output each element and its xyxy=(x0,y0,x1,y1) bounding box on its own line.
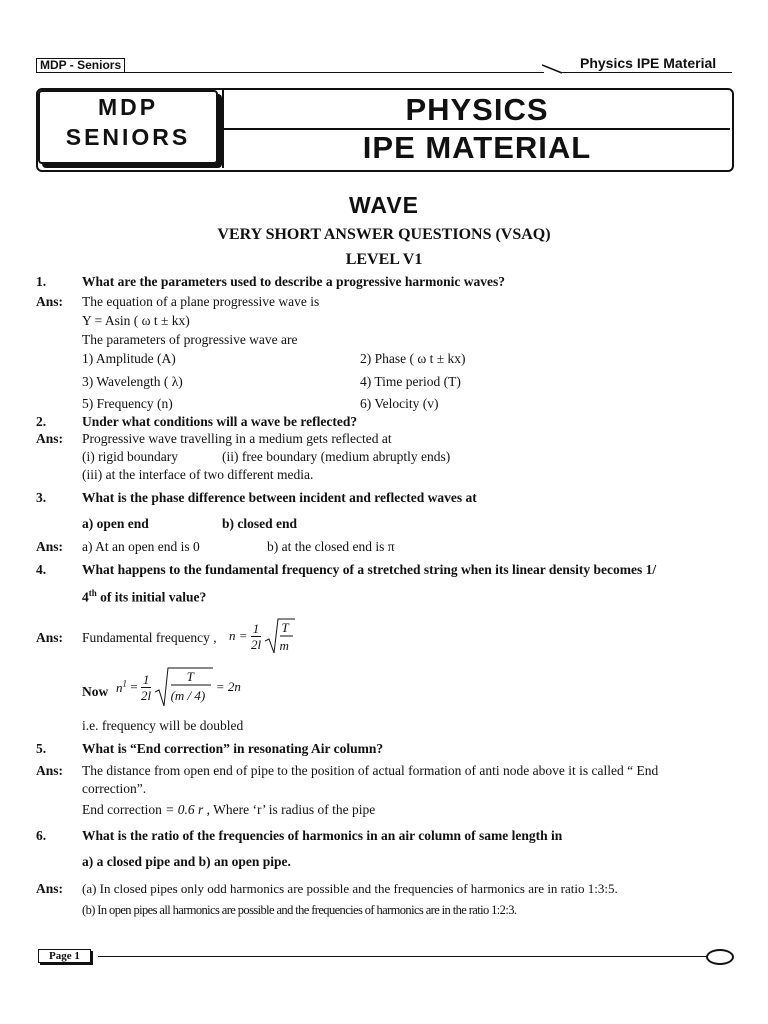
q3-ans-a: a) At an open end is 0 xyxy=(82,539,200,554)
q4-now-label: Now xyxy=(82,684,109,699)
q1-param: 4) Time period (T) xyxy=(360,374,461,389)
q5-line3-math: = 0.6 r xyxy=(165,802,204,817)
q1-param: 6) Velocity (v) xyxy=(360,396,439,411)
formula-n: n = xyxy=(229,628,248,643)
q1-number: 1. xyxy=(36,274,47,289)
q1-param: 2) Phase ( ω t ± kx) xyxy=(360,351,466,366)
q5-line3-post: , Where ‘r’ is radius of the pipe xyxy=(206,802,376,817)
fraction xyxy=(141,672,152,703)
footer-oval-ornament xyxy=(706,949,734,965)
q5-number: 5. xyxy=(36,741,47,756)
denominator: 2l xyxy=(250,636,262,652)
section-title: VERY SHORT ANSWER QUESTIONS (VSAQ) xyxy=(217,226,551,243)
q1-line3: The parameters of progressive wave are xyxy=(82,332,298,347)
q4-conclusion: i.e. frequency will be doubled xyxy=(82,718,244,733)
q2-ans-label: Ans: xyxy=(36,431,64,446)
formula-n1 xyxy=(116,680,127,695)
brand-box xyxy=(38,90,218,164)
q4-question: What happens to the fundamental frequency of a stretched string when its linear density becomes 1/ xyxy=(82,562,657,577)
sqrt-num: T xyxy=(186,669,194,684)
numerator: 1 xyxy=(252,620,260,636)
numerator: 1 xyxy=(142,671,150,687)
header-tag: MDP - Seniors xyxy=(36,58,125,73)
formula-eq: = xyxy=(130,679,138,694)
title-line2: IPE MATERIAL xyxy=(362,130,592,165)
q5-line3-pre: End correction xyxy=(82,802,162,817)
q3-ans-label: Ans: xyxy=(36,539,64,554)
q6-ans-b: (b) In open pipes all harmonics are possible and the frequencies of harmonics are in the ratio 1:2:3. xyxy=(82,903,517,917)
q4-formula1 xyxy=(229,617,295,655)
header-rule-right xyxy=(562,72,732,73)
q6-ans-a: (a) In closed pipes only odd harmonics are possible and the frequencies of harmonics are in ratio 1:3:5. xyxy=(82,881,618,896)
q2-line3: (iii) at the interface of two different media. xyxy=(82,467,314,482)
title-line1: PHYSICS xyxy=(405,92,549,127)
q4-q-post: of its initial value? xyxy=(96,589,207,605)
header-rule-left xyxy=(36,72,544,73)
sqrt-den: (m / 4) xyxy=(170,688,206,703)
chapter-title: WAVE xyxy=(348,192,420,218)
header-title: Physics IPE Material xyxy=(580,55,717,71)
q1-ans-label: Ans: xyxy=(36,294,64,309)
sqrt xyxy=(155,666,213,708)
q4-ans-label: Ans: xyxy=(36,630,64,645)
q5-line2: correction”. xyxy=(82,781,147,796)
footer-rule xyxy=(98,956,706,957)
sqrt-num: T xyxy=(281,620,289,635)
denominator: 2l xyxy=(141,687,152,703)
q4-question-line2 xyxy=(82,588,206,606)
q6-ans-label: Ans: xyxy=(36,881,64,896)
q3-option-a: a) open end xyxy=(82,516,149,531)
brand-line2: SENIORS xyxy=(65,124,191,150)
q1-param: 1) Amplitude (A) xyxy=(82,351,176,366)
q5-question: What is “End correction” in resonating Air column? xyxy=(82,741,384,756)
level-title: LEVEL V1 xyxy=(345,251,423,268)
sqrt-den: m xyxy=(279,638,289,653)
fraction xyxy=(251,621,262,652)
q3-number: 3. xyxy=(36,490,47,505)
q4-q-sup: th xyxy=(88,588,97,598)
n1-base: n xyxy=(116,679,123,695)
q2-line1: Progressive wave travelling in a medium gets reflected at xyxy=(82,431,392,446)
q2-question: Under what conditions will a wave be reflected? xyxy=(82,414,358,429)
brand-line1: MDP xyxy=(97,94,159,120)
q4-formula2 xyxy=(116,666,241,708)
q4-ans-text: Fundamental frequency , xyxy=(82,630,217,645)
q1-question: What are the parameters used to describe a progressive harmonic waves? xyxy=(82,274,505,289)
q4-number: 4. xyxy=(36,562,47,577)
q1-line2: Y = Asin ( ω t ± kx) xyxy=(82,313,190,328)
q6-question-line2: a) a closed pipe and b) an open pipe. xyxy=(82,854,291,869)
q5-line3 xyxy=(82,802,375,818)
q1-line1: The equation of a plane progressive wave is xyxy=(82,294,320,309)
formula-rhs: = 2n xyxy=(215,679,241,694)
q5-line1: The distance from open end of pipe to the position of actual formation of anti node above it is called “ End xyxy=(82,763,659,778)
n1-sup: 1 xyxy=(122,678,127,689)
q4-q-pre: 4 xyxy=(82,589,89,605)
page-number: Page 1 xyxy=(38,949,91,963)
q2-line2b: (ii) free boundary (medium abruptly ends) xyxy=(222,449,451,464)
q2-number: 2. xyxy=(36,414,47,429)
q3-ans-b: b) at the closed end is π xyxy=(267,539,395,554)
q3-option-b: b) closed end xyxy=(222,516,298,531)
q2-line2a: (i) rigid boundary xyxy=(82,449,178,464)
q6-number: 6. xyxy=(36,828,47,843)
q1-param: 5) Frequency (n) xyxy=(82,396,173,411)
q1-param: 3) Wavelength ( λ) xyxy=(82,374,183,389)
q5-ans-label: Ans: xyxy=(36,763,64,778)
q3-question: What is the phase difference between incident and reflected waves at xyxy=(82,490,477,505)
header-rule-step xyxy=(542,64,564,74)
sqrt xyxy=(265,617,295,655)
q6-question: What is the ratio of the frequencies of harmonics in an air column of same length in xyxy=(82,828,563,843)
